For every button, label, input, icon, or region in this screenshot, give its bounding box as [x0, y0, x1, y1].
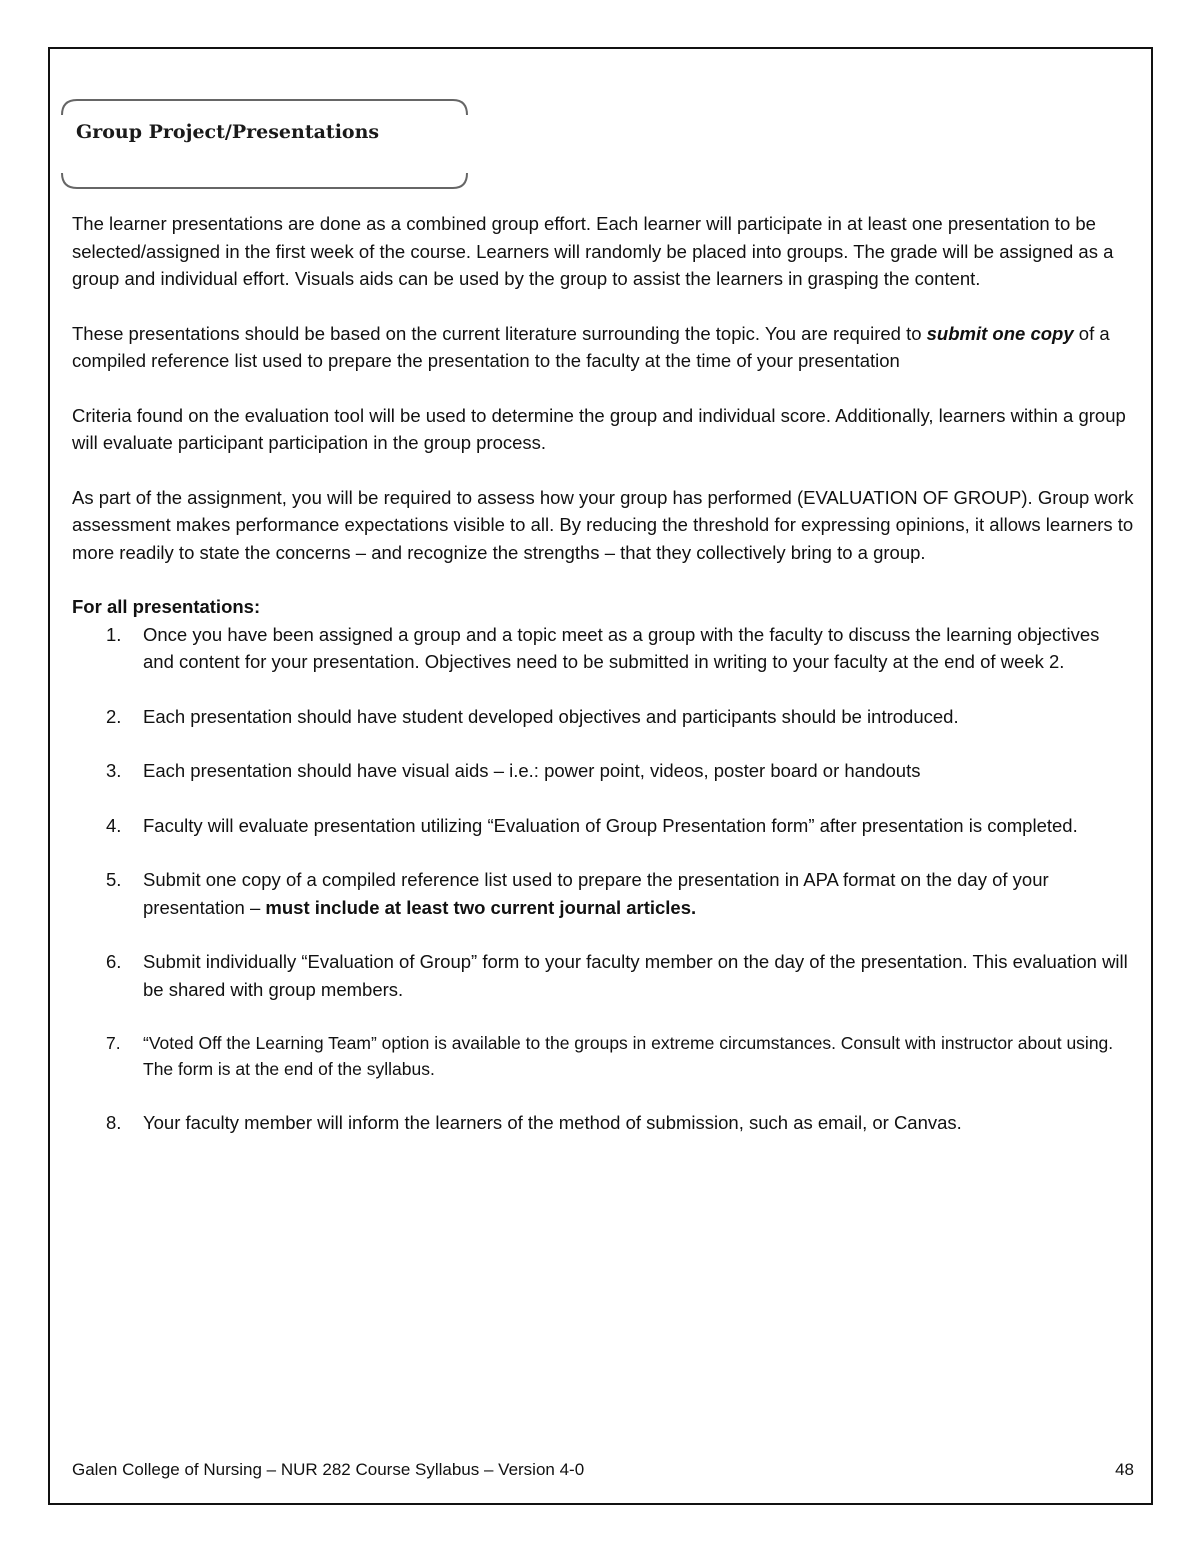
list-item [72, 703, 1134, 731]
emphasis-submit-one-copy: submit one copy [926, 322, 1074, 344]
list-item-text: Your faculty member will inform the learners of the method of submission, such as email, or Canvas. [143, 1112, 962, 1133]
list-item [72, 757, 1134, 785]
list-item-text: Faculty will evaluate presentation utilizing “Evaluation of Group Presentation form” after presentation is completed. [143, 814, 1078, 836]
page-footer [72, 1460, 1134, 1480]
page-number: 48 [1115, 1460, 1134, 1479]
paragraph-literature-text: These presentations should be based on the current literature surrounding the topic. You are required to [72, 322, 927, 344]
paragraph-criteria: Criteria found on the evaluation tool will be used to determine the group and individual score. Additionally, learners within a group will evaluate participant participation in the group process. [72, 404, 1126, 453]
list-item-bold-text: must include at least two current journal articles. [265, 896, 697, 918]
list-item-number: 8. [106, 1112, 122, 1133]
list-item [72, 1030, 1134, 1082]
list-item-text: “Voted Off the Learning Team” option is available to the groups in extreme circumstances. Consult with instructor about using. The form is at the end of the syllabus. [143, 1033, 1114, 1079]
heading-callout [61, 99, 468, 189]
list-item-number: 2. [106, 705, 122, 727]
list-item-number: 1. [106, 623, 122, 645]
list-item-text: Once you have been assigned a group and a topic meet as a group with the faculty to discuss the learning objectives and content for your presentation. Objectives need to be submitted in writing to your faculty at the end of week 2. [143, 623, 1100, 672]
list-item [72, 812, 1134, 840]
list-item [72, 621, 1134, 676]
list-item-number: 4. [106, 814, 122, 836]
list-item-number: 7. [106, 1033, 121, 1053]
paragraph-literature [72, 320, 1134, 375]
list-item-number: 6. [106, 951, 122, 972]
footer-text: Galen College of Nursing – NUR 282 Course Syllabus – Version 4-0 [72, 1460, 585, 1479]
list-item-number: 5. [106, 869, 122, 890]
paragraph-assessment: As part of the assignment, you will be required to assess how your group has performed (EVALUATION OF GROUP). Group work assessment makes performance expectations visible to all. By reducing the threshold for expressing opinions, it allows learners to more readily to state the concerns – and recognize the strengths – that they collectively bring to a group. [72, 486, 1134, 563]
list-item [72, 866, 1134, 921]
list-item [72, 948, 1134, 1003]
body-content [72, 210, 1134, 1164]
list-item [72, 1109, 1134, 1137]
section-heading: Group Project/Presentations [76, 121, 380, 143]
list-item-text: Submit one copy of a compiled reference list used to prepare the presentation in APA format on the day of your presentation – [143, 869, 1049, 918]
presentation-requirements-list [72, 621, 1134, 1137]
list-item-number: 3. [106, 760, 122, 781]
list-label: For all presentations: [72, 596, 261, 617]
paragraph-intro: The learner presentations are done as a combined group effort. Each learner will participate in at least one presentation to be selected/assigned in the first week of the course. Learners will randomly be placed into groups. The grade will be assigned as a group and individual effort. Visuals aids can be used by the group to assist the learners in grasping the content. [72, 213, 1114, 289]
list-item-text: Submit individually “Evaluation of Group” form to your faculty member on the day of the presentation. This evaluation will be shared with group members. [143, 951, 1128, 1000]
callout-brackets [61, 99, 468, 189]
list-item-text: Each presentation should have visual aids – i.e.: power point, videos, poster board or handouts [143, 760, 921, 781]
list-item-text: Each presentation should have student developed objectives and participants should be introduced. [143, 705, 959, 727]
paragraph-literature-rest: of a compiled reference list used to prepare the presentation to the faculty at the time of your presentation [72, 322, 1110, 371]
